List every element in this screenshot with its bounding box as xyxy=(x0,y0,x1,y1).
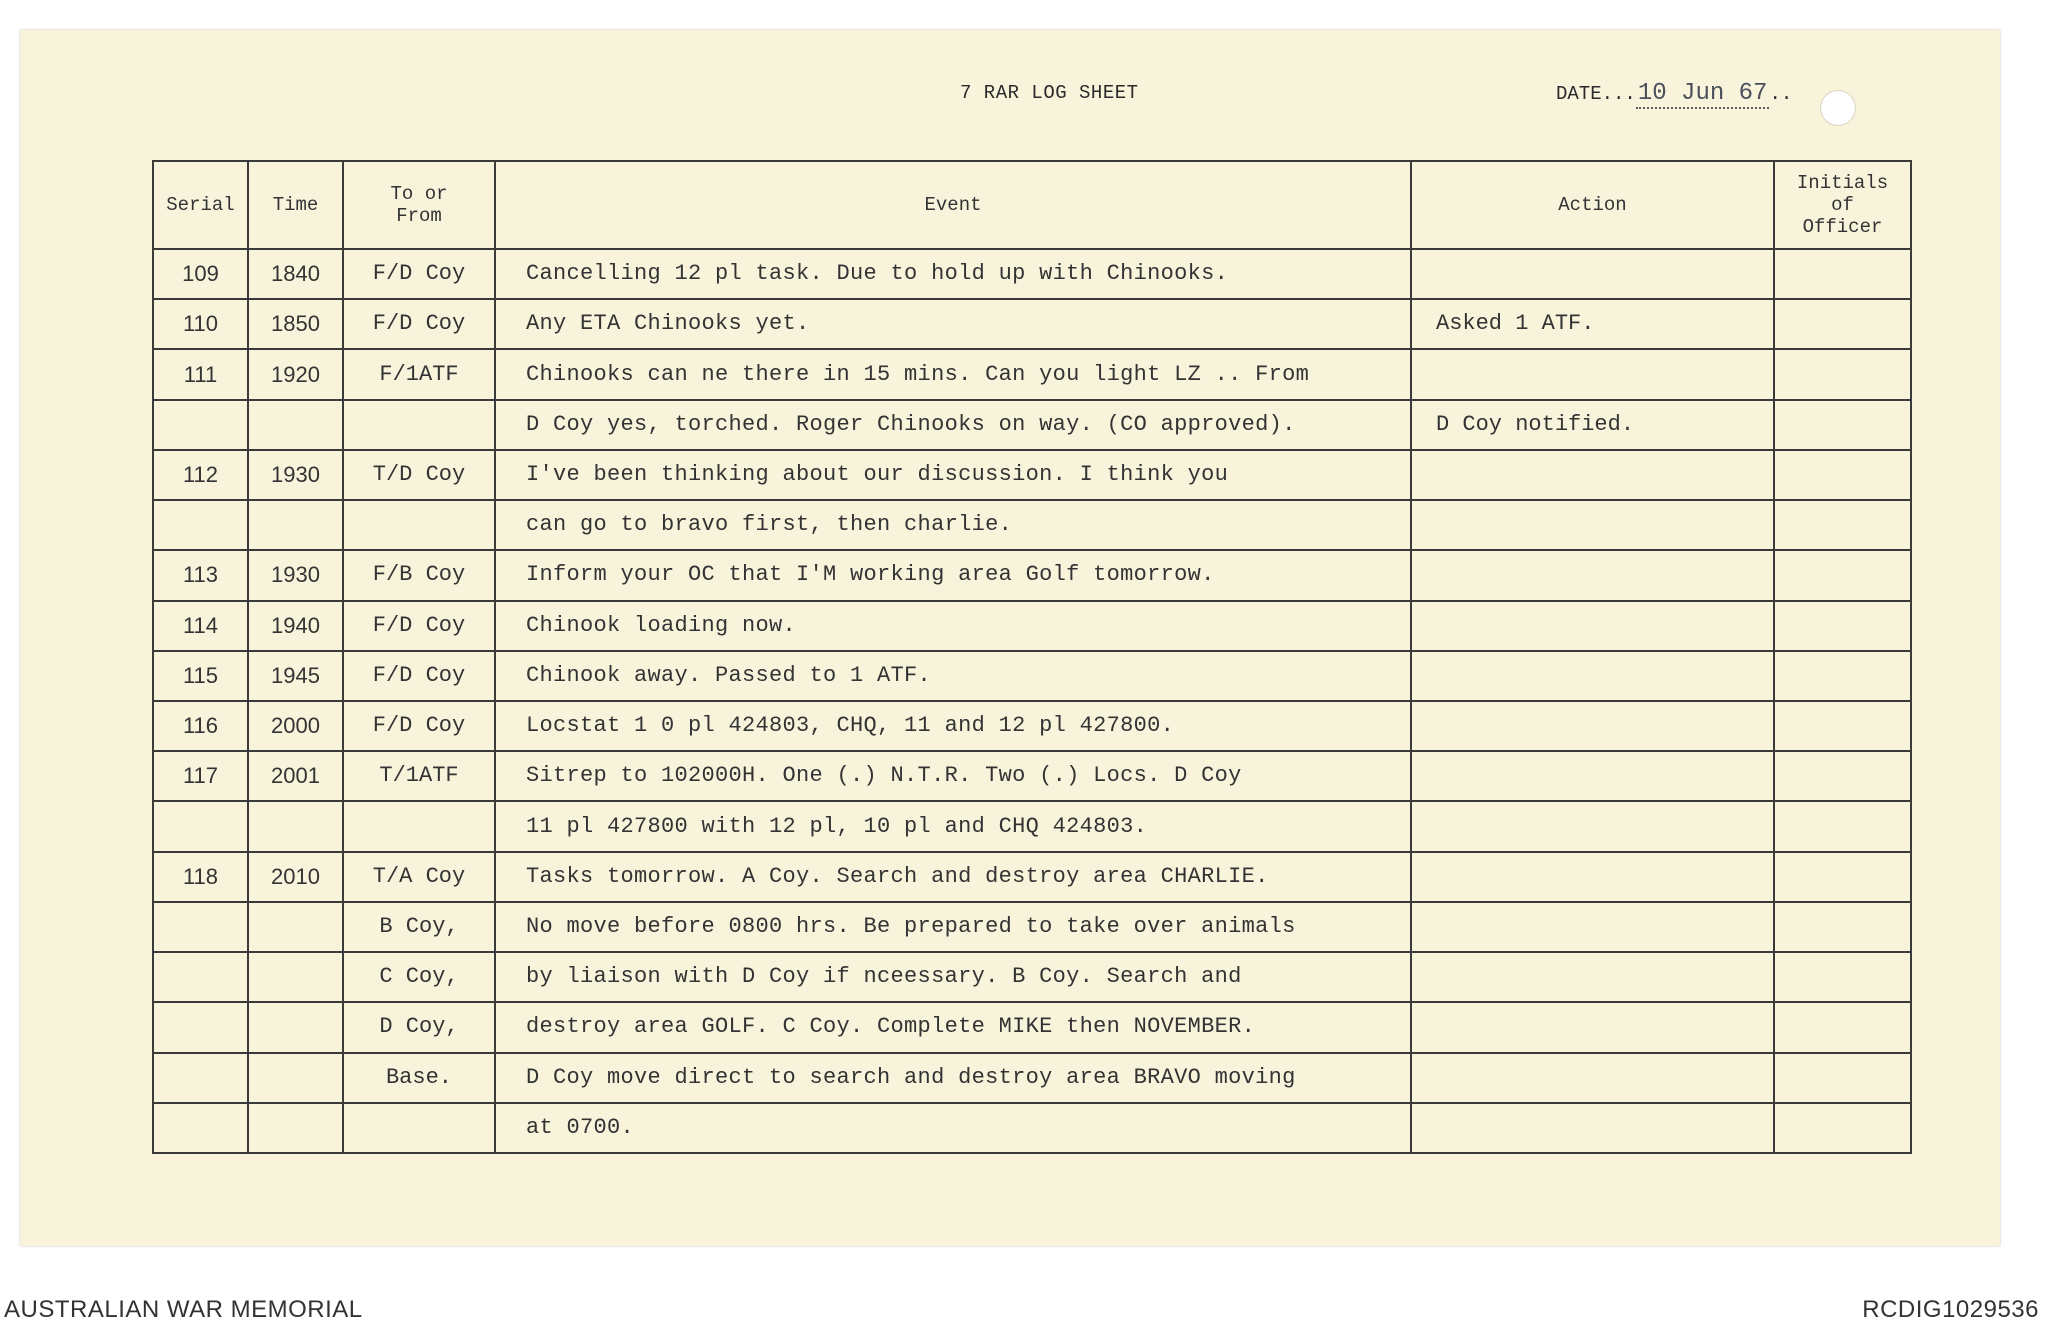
event-cell: I've been thinking about our discussion. I think you xyxy=(495,450,1411,500)
serial-cell xyxy=(153,500,248,550)
table-row xyxy=(153,349,1911,399)
action-cell xyxy=(1411,450,1774,500)
serial-cell: 112 xyxy=(153,450,248,500)
table-row xyxy=(153,751,1911,801)
to-from-cell xyxy=(343,400,495,450)
action-cell xyxy=(1411,852,1774,902)
to-from-cell: F/1ATF xyxy=(343,349,495,399)
to-from-cell: D Coy, xyxy=(343,1002,495,1052)
action-cell xyxy=(1411,1103,1774,1153)
action-cell: D Coy notified. xyxy=(1411,400,1774,450)
to-from-cell xyxy=(343,500,495,550)
initials-cell xyxy=(1774,751,1911,801)
date-field xyxy=(1556,80,1792,107)
table-row xyxy=(153,1053,1911,1103)
sheet-title: 7 RAR LOG SHEET xyxy=(960,82,1139,104)
log-body xyxy=(153,249,1911,1153)
header-to-from: To or From xyxy=(343,161,495,249)
to-from-cell: C Coy, xyxy=(343,952,495,1002)
initials-cell xyxy=(1774,500,1911,550)
to-from-cell: F/D Coy xyxy=(343,601,495,651)
punch-hole xyxy=(1820,90,1856,126)
event-cell: destroy area GOLF. C Coy. Complete MIKE then NOVEMBER. xyxy=(495,1002,1411,1052)
event-cell: D Coy move direct to search and destroy area BRAVO moving xyxy=(495,1053,1411,1103)
table-header-row xyxy=(153,161,1911,249)
header-initials: Initials of Officer xyxy=(1774,161,1911,249)
time-cell: 1840 xyxy=(248,249,343,299)
serial-cell: 114 xyxy=(153,601,248,651)
table-row xyxy=(153,299,1911,349)
table-row xyxy=(153,450,1911,500)
initials-cell xyxy=(1774,801,1911,851)
table-row xyxy=(153,801,1911,851)
serial-cell: 110 xyxy=(153,299,248,349)
table-row xyxy=(153,500,1911,550)
table-row xyxy=(153,249,1911,299)
initials-cell xyxy=(1774,952,1911,1002)
initials-cell xyxy=(1774,550,1911,600)
to-from-cell: T/1ATF xyxy=(343,751,495,801)
table-row xyxy=(153,651,1911,701)
time-cell xyxy=(248,902,343,952)
serial-cell xyxy=(153,801,248,851)
time-cell: 1850 xyxy=(248,299,343,349)
date-label: DATE... xyxy=(1556,83,1636,105)
serial-cell xyxy=(153,952,248,1002)
event-cell: Locstat 1 0 pl 424803, CHQ, 11 and 12 pl 427800. xyxy=(495,701,1411,751)
time-cell xyxy=(248,1053,343,1103)
event-cell: Sitrep to 102000H. One (.) N.T.R. Two (.) Locs. D Coy xyxy=(495,751,1411,801)
action-cell xyxy=(1411,349,1774,399)
initials-cell xyxy=(1774,601,1911,651)
serial-cell: 111 xyxy=(153,349,248,399)
time-cell xyxy=(248,500,343,550)
serial-cell: 116 xyxy=(153,701,248,751)
initials-cell xyxy=(1774,299,1911,349)
time-cell xyxy=(248,952,343,1002)
event-cell: D Coy yes, torched. Roger Chinooks on way. (CO approved). xyxy=(495,400,1411,450)
time-cell: 2000 xyxy=(248,701,343,751)
serial-cell: 109 xyxy=(153,249,248,299)
table-row xyxy=(153,1103,1911,1153)
to-from-cell: B Coy, xyxy=(343,902,495,952)
to-from-cell: F/D Coy xyxy=(343,299,495,349)
time-cell xyxy=(248,1002,343,1052)
event-cell: by liaison with D Coy if nceessary. B Coy. Search and xyxy=(495,952,1411,1002)
header-event: Event xyxy=(495,161,1411,249)
table-row xyxy=(153,952,1911,1002)
to-from-cell: F/D Coy xyxy=(343,651,495,701)
to-from-cell: T/D Coy xyxy=(343,450,495,500)
action-cell xyxy=(1411,1053,1774,1103)
action-cell xyxy=(1411,751,1774,801)
to-from-cell xyxy=(343,1103,495,1153)
action-cell xyxy=(1411,249,1774,299)
table-row xyxy=(153,601,1911,651)
initials-cell xyxy=(1774,651,1911,701)
initials-cell xyxy=(1774,701,1911,751)
event-cell: at 0700. xyxy=(495,1103,1411,1153)
table-row xyxy=(153,400,1911,450)
initials-cell xyxy=(1774,1103,1911,1153)
serial-cell: 118 xyxy=(153,852,248,902)
event-cell: Chinooks can ne there in 15 mins. Can you light LZ .. From xyxy=(495,349,1411,399)
time-cell: 2001 xyxy=(248,751,343,801)
table-row xyxy=(153,701,1911,751)
time-cell: 1930 xyxy=(248,450,343,500)
serial-cell: 117 xyxy=(153,751,248,801)
footer-record-id: RCDIG1029536 xyxy=(1862,1296,2039,1323)
log-table xyxy=(152,160,1912,1154)
table-row xyxy=(153,902,1911,952)
initials-cell xyxy=(1774,1002,1911,1052)
to-from-cell xyxy=(343,801,495,851)
footer-archive-name: AUSTRALIAN WAR MEMORIAL xyxy=(4,1296,363,1323)
table-row xyxy=(153,550,1911,600)
action-cell xyxy=(1411,801,1774,851)
time-cell: 1945 xyxy=(248,651,343,701)
header-time: Time xyxy=(248,161,343,249)
time-cell: 1930 xyxy=(248,550,343,600)
action-cell xyxy=(1411,1002,1774,1052)
serial-cell xyxy=(153,1103,248,1153)
time-cell xyxy=(248,400,343,450)
time-cell: 1940 xyxy=(248,601,343,651)
initials-cell xyxy=(1774,852,1911,902)
event-cell: Any ETA Chinooks yet. xyxy=(495,299,1411,349)
event-cell: Cancelling 12 pl task. Due to hold up with Chinooks. xyxy=(495,249,1411,299)
time-cell xyxy=(248,801,343,851)
serial-cell xyxy=(153,1002,248,1052)
serial-cell xyxy=(153,902,248,952)
header-action: Action xyxy=(1411,161,1774,249)
event-cell: Tasks tomorrow. A Coy. Search and destroy area CHARLIE. xyxy=(495,852,1411,902)
table-row xyxy=(153,852,1911,902)
serial-cell xyxy=(153,400,248,450)
action-cell xyxy=(1411,601,1774,651)
action-cell xyxy=(1411,550,1774,600)
event-cell: 11 pl 427800 with 12 pl, 10 pl and CHQ 424803. xyxy=(495,801,1411,851)
event-cell: No move before 0800 hrs. Be prepared to take over animals xyxy=(495,902,1411,952)
action-cell xyxy=(1411,701,1774,751)
action-cell xyxy=(1411,902,1774,952)
event-cell: can go to bravo first, then charlie. xyxy=(495,500,1411,550)
action-cell xyxy=(1411,952,1774,1002)
event-cell: Chinook loading now. xyxy=(495,601,1411,651)
initials-cell xyxy=(1774,450,1911,500)
action-cell xyxy=(1411,651,1774,701)
initials-cell xyxy=(1774,1053,1911,1103)
header-serial: Serial xyxy=(153,161,248,249)
initials-cell xyxy=(1774,400,1911,450)
initials-cell xyxy=(1774,349,1911,399)
to-from-cell: Base. xyxy=(343,1053,495,1103)
to-from-cell: F/B Coy xyxy=(343,550,495,600)
date-value: 10 Jun 67 xyxy=(1637,80,1768,107)
action-cell xyxy=(1411,500,1774,550)
to-from-cell: T/A Coy xyxy=(343,852,495,902)
initials-cell xyxy=(1774,902,1911,952)
time-cell: 1920 xyxy=(248,349,343,399)
date-suffix: .. xyxy=(1769,83,1793,105)
serial-cell: 113 xyxy=(153,550,248,600)
initials-cell xyxy=(1774,249,1911,299)
event-cell: Chinook away. Passed to 1 ATF. xyxy=(495,651,1411,701)
event-cell: Inform your OC that I'M working area Golf tomorrow. xyxy=(495,550,1411,600)
action-cell: Asked 1 ATF. xyxy=(1411,299,1774,349)
time-cell xyxy=(248,1103,343,1153)
to-from-cell: F/D Coy xyxy=(343,701,495,751)
table-row xyxy=(153,1002,1911,1052)
to-from-cell: F/D Coy xyxy=(343,249,495,299)
serial-cell: 115 xyxy=(153,651,248,701)
serial-cell xyxy=(153,1053,248,1103)
time-cell: 2010 xyxy=(248,852,343,902)
